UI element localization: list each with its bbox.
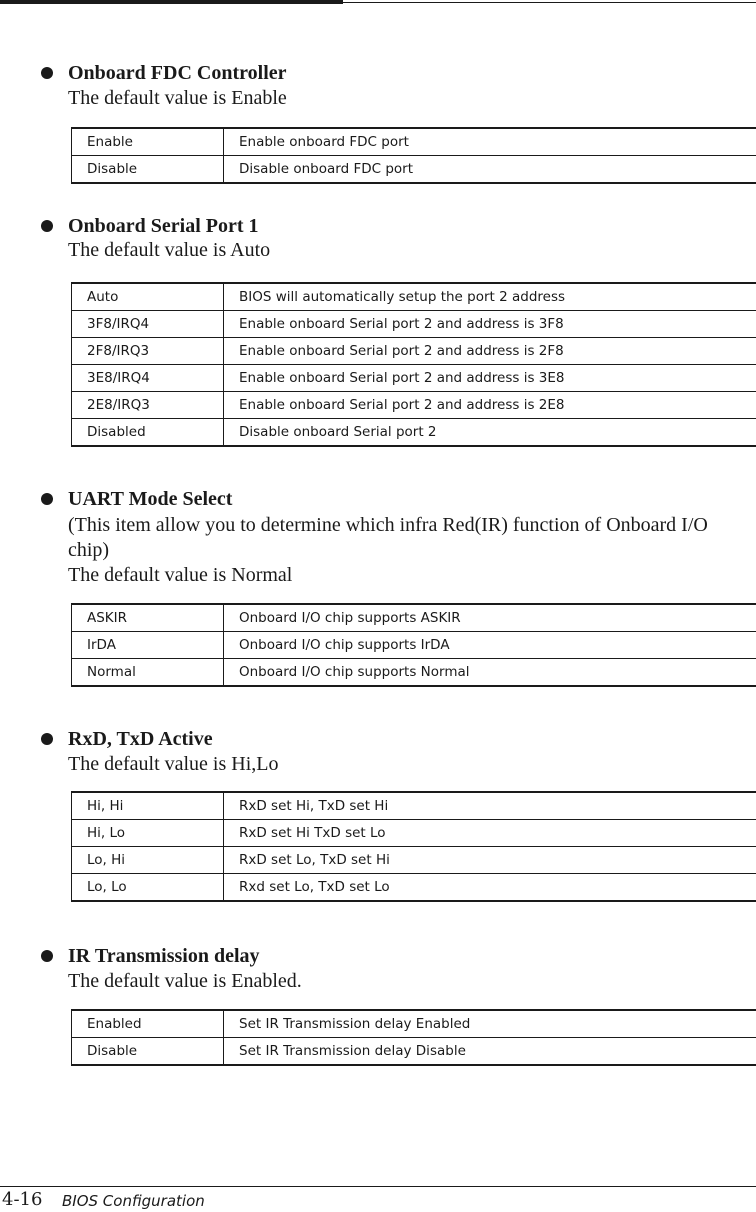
option-value: 3F8/IRQ4: [72, 311, 224, 338]
section-description: The default value is Normal: [68, 563, 292, 587]
option-description: Enable onboard FDC port: [224, 128, 756, 156]
option-description: Enable onboard Serial port 2 and address is 3E8: [224, 365, 756, 392]
option-value: Lo, Hi: [72, 847, 224, 874]
bullet-icon: [41, 67, 53, 79]
option-description: Onboard I/O chip supports Normal: [224, 659, 756, 687]
table-row: [72, 365, 756, 392]
table-row: [72, 128, 756, 156]
option-value: Disabled: [72, 419, 224, 447]
bullet-icon: [41, 220, 53, 232]
options-table: [71, 282, 756, 447]
options-table: [71, 603, 756, 687]
option-description: Enable onboard Serial port 2 and address is 2E8: [224, 392, 756, 419]
option-value: Lo, Lo: [72, 874, 224, 902]
table-row: [72, 156, 756, 184]
option-value: Disable: [72, 156, 224, 184]
table-row: [72, 1010, 756, 1038]
section-title: IR Transmission delay: [68, 944, 260, 968]
table-row: [72, 792, 756, 820]
option-value: ASKIR: [72, 604, 224, 632]
section-title: UART Mode Select: [68, 487, 232, 511]
option-description: Onboard I/O chip supports ASKIR: [224, 604, 756, 632]
option-value: 2E8/IRQ3: [72, 392, 224, 419]
option-description: Disable onboard FDC port: [224, 156, 756, 184]
header-rule-thin: [343, 2, 756, 3]
option-description: Enable onboard Serial port 2 and address is 3F8: [224, 311, 756, 338]
option-description: Rxd set Lo, TxD set Lo: [224, 874, 756, 902]
option-value: Hi, Lo: [72, 820, 224, 847]
option-value: Hi, Hi: [72, 792, 224, 820]
options-table: [71, 127, 756, 184]
options-table: [71, 1009, 756, 1066]
options-table: [71, 791, 756, 902]
bullet-icon: [41, 733, 53, 745]
option-value: 2F8/IRQ3: [72, 338, 224, 365]
table-row: [72, 632, 756, 659]
option-description: Set IR Transmission delay Disable: [224, 1038, 756, 1066]
table-row: [72, 392, 756, 419]
table-row: [72, 659, 756, 687]
section-description: The default value is Enable: [68, 86, 287, 110]
page-number: 4-16: [2, 1188, 42, 1212]
table-row: [72, 847, 756, 874]
table-row: [72, 1038, 756, 1066]
table-row: [72, 874, 756, 902]
option-value: Normal: [72, 659, 224, 687]
table-row: [72, 283, 756, 311]
header-rule: [0, 0, 343, 4]
section-title: RxD, TxD Active: [68, 727, 213, 751]
section-description: The default value is Auto: [68, 238, 270, 262]
table-row: [72, 419, 756, 447]
option-value: Enabled: [72, 1010, 224, 1038]
footer-rule: [0, 1186, 756, 1187]
option-value: IrDA: [72, 632, 224, 659]
bullet-icon: [41, 950, 53, 962]
section-title: Onboard Serial Port 1: [68, 214, 259, 238]
option-description: Onboard I/O chip supports IrDA: [224, 632, 756, 659]
section-description: The default value is Hi,Lo: [68, 752, 279, 776]
option-value: Disable: [72, 1038, 224, 1066]
option-description: Enable onboard Serial port 2 and address is 2F8: [224, 338, 756, 365]
section-description: chip): [68, 538, 109, 562]
option-value: 3E8/IRQ4: [72, 365, 224, 392]
option-description: Disable onboard Serial port 2: [224, 419, 756, 447]
section-description: (This item allow you to determine which infra Red(IR) function of Onboard I/O: [68, 513, 708, 537]
table-row: [72, 338, 756, 365]
table-row: [72, 311, 756, 338]
option-description: RxD set Lo, TxD set Hi: [224, 847, 756, 874]
option-description: RxD set Hi, TxD set Hi: [224, 792, 756, 820]
option-value: Enable: [72, 128, 224, 156]
section-title: Onboard FDC Controller: [68, 61, 287, 85]
table-row: [72, 820, 756, 847]
section-description: The default value is Enabled.: [68, 969, 302, 993]
option-description: RxD set Hi TxD set Lo: [224, 820, 756, 847]
option-description: Set IR Transmission delay Enabled: [224, 1010, 756, 1038]
option-description: BIOS will automatically setup the port 2 address: [224, 283, 756, 311]
table-row: [72, 604, 756, 632]
footer-section-name: BIOS Configuration: [62, 1190, 205, 1212]
bullet-icon: [41, 493, 53, 505]
option-value: Auto: [72, 283, 224, 311]
